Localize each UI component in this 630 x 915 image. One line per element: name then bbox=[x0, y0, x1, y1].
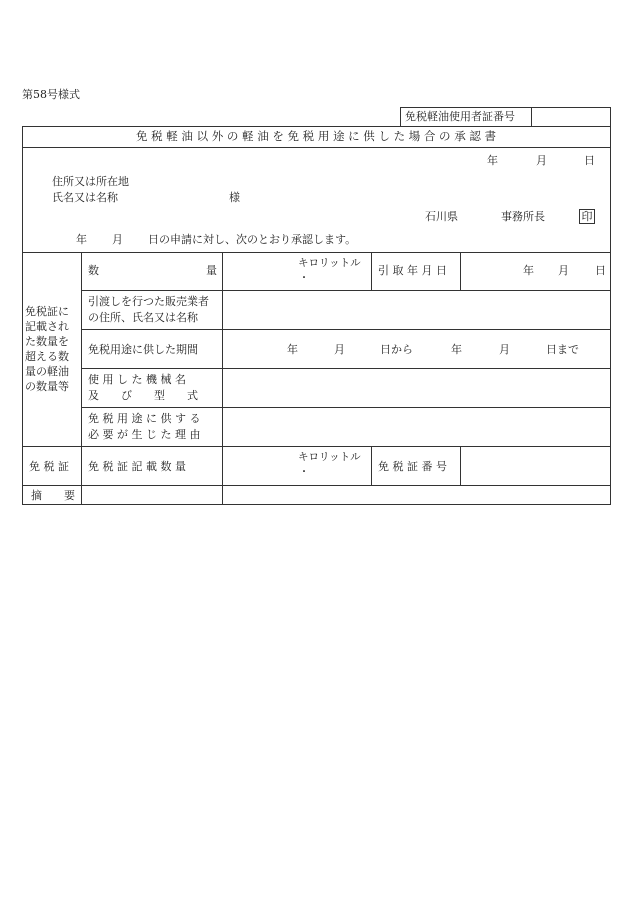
remarks-field[interactable] bbox=[224, 487, 609, 503]
section-label-line: 超える数 bbox=[25, 350, 69, 363]
application-text: 日の申請に対し、次のとおり承認します。 bbox=[148, 233, 357, 246]
official-seal-box: 印 bbox=[579, 209, 595, 224]
machine-field[interactable] bbox=[224, 370, 609, 406]
quantity-label-a: 数 bbox=[88, 264, 99, 277]
cert-box-right bbox=[610, 107, 611, 126]
row3-bottom bbox=[81, 368, 611, 369]
period-month-until: 月 bbox=[499, 343, 510, 356]
cert-unit-kiloliter: キロリットル bbox=[298, 451, 361, 463]
machine-label-1: 使 用 し た 機 械 名 bbox=[88, 373, 186, 386]
row6-bottom bbox=[22, 485, 611, 486]
reason-field[interactable] bbox=[224, 409, 609, 445]
date-day: 日 bbox=[584, 154, 595, 167]
name-label: 氏名又は名称 bbox=[52, 191, 118, 204]
form-number: 第58号様式 bbox=[22, 88, 80, 101]
pickup-day: 日 bbox=[595, 264, 606, 277]
period-label: 免税用途に供した期間 bbox=[88, 343, 198, 356]
issuer-prefecture: 石川県 bbox=[425, 210, 458, 223]
section-label-line: た数量を bbox=[25, 335, 69, 348]
row4-bottom bbox=[81, 407, 611, 408]
section-label bbox=[25, 304, 69, 394]
unit-kiloliter: キロリットル bbox=[298, 257, 361, 269]
seller-label-1: 引渡しを行つた販売業者 bbox=[88, 295, 209, 308]
address-label: 住所又は所在地 bbox=[52, 175, 129, 188]
row6-divider-b bbox=[460, 446, 461, 485]
seller-field[interactable] bbox=[224, 292, 609, 328]
cert-box-left bbox=[400, 107, 401, 126]
period-month-from: 月 bbox=[334, 343, 345, 356]
row1-bottom bbox=[81, 290, 611, 291]
date-year: 年 bbox=[487, 154, 498, 167]
certificate-number-field[interactable] bbox=[533, 108, 609, 125]
period-year-from: 年 bbox=[287, 343, 298, 356]
pickup-date-label: 引 取 年 月 日 bbox=[378, 264, 447, 277]
frame-right bbox=[610, 126, 611, 505]
row2-bottom bbox=[81, 329, 611, 330]
certificate-number-label: 免税軽油使用者証番号 bbox=[405, 110, 515, 123]
section-label-line: 免税証に bbox=[25, 305, 69, 318]
cert-section-label: 免 税 証 bbox=[29, 460, 69, 473]
unit-dot: ・ bbox=[299, 273, 309, 284]
section-label-line: 量の軽油 bbox=[25, 365, 69, 378]
pickup-month: 月 bbox=[558, 264, 569, 277]
row1-divider-a bbox=[371, 252, 372, 291]
period-until-text: 日まで bbox=[546, 343, 579, 356]
cert-number-field[interactable] bbox=[462, 448, 609, 484]
document-title: 免 税 軽 油 以 外 の 軽 油 を 免 税 用 途 に 供 し た 場 合 の 承 認 書 bbox=[135, 129, 497, 143]
machine-label-2: 及 び 型 式 bbox=[88, 389, 198, 402]
section-label-line: の数量等 bbox=[25, 380, 69, 393]
period-year-until: 年 bbox=[451, 343, 462, 356]
period-from-text: 日から bbox=[380, 343, 413, 356]
frame-left bbox=[22, 126, 23, 505]
remarks-middle-field[interactable] bbox=[83, 487, 221, 503]
frame-bottom bbox=[22, 504, 611, 505]
application-month: 月 bbox=[112, 233, 123, 246]
row1-divider-b bbox=[460, 252, 461, 291]
pickup-year: 年 bbox=[523, 264, 534, 277]
frame-top bbox=[22, 126, 611, 127]
date-month: 月 bbox=[536, 154, 547, 167]
issuer-office: 事務所長 bbox=[501, 210, 545, 223]
cert-box-divider bbox=[531, 107, 532, 126]
cert-number-label: 免 税 証 番 号 bbox=[378, 460, 447, 473]
reason-label-1: 免 税 用 途 に 供 す る bbox=[88, 412, 201, 425]
header-bottom-line bbox=[22, 252, 611, 253]
title-bottom-line bbox=[22, 147, 611, 148]
quantity-label-b: 量 bbox=[206, 264, 217, 277]
reason-label-2: 必 要 が 生 じ た 理 由 bbox=[88, 428, 201, 441]
row5-bottom bbox=[22, 446, 611, 447]
remarks-label: 摘 要 bbox=[31, 489, 75, 502]
application-year: 年 bbox=[76, 233, 87, 246]
row6-divider-a bbox=[371, 446, 372, 485]
cert-quantity-label: 免 税 証 記 載 数 量 bbox=[88, 460, 186, 473]
honorific: 様 bbox=[229, 191, 240, 204]
section-label-line: 記載され bbox=[25, 320, 69, 333]
cert-unit-dot: ・ bbox=[299, 467, 309, 478]
seller-label-2: の住所、氏名又は名称 bbox=[88, 311, 198, 324]
